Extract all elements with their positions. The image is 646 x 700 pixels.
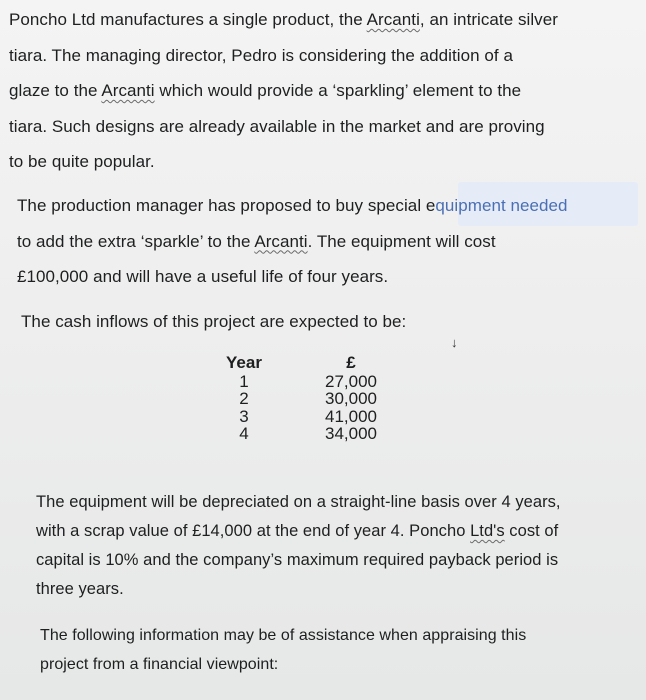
cash-intro-text: The cash inflows of this project are expected to be: <box>21 312 407 331</box>
text-segment: , an intricate silver <box>419 10 558 29</box>
depreciation-line-1: The equipment will be depreciated on a straight-line basis over 4 years, <box>36 493 561 511</box>
intro-line-5: to be quite popular. <box>9 152 155 171</box>
text-segment: to add the extra ‘sparkle’ to the <box>17 231 255 251</box>
year-cell: 4 <box>239 424 249 443</box>
proposal-line-2 <box>17 224 568 260</box>
year-cell: 2 <box>239 389 249 408</box>
proposal-line-3: £100,000 and will have a useful life of four years. <box>17 267 389 286</box>
selected-text: quipment needed <box>435 196 568 215</box>
amount-cell: 27,000 <box>325 371 377 391</box>
text-segment: which would provide a ‘sparkling’ element to the <box>154 81 522 100</box>
proposal-paragraph <box>17 188 568 295</box>
amount-cell: 34,000 <box>325 424 377 443</box>
product-name-arcanti: Arcanti <box>254 231 308 251</box>
assistance-line-2: project from a financial viewpoint: <box>40 656 279 673</box>
text-segment: glaze to the <box>9 81 102 100</box>
text-segment: The production manager has proposed to buy special e <box>17 196 436 215</box>
intro-line-2: tiara. The managing director, Pedro is considering the addition of a <box>9 45 513 65</box>
down-arrow-icon: ↓ <box>451 335 458 350</box>
depreciation-line-2 <box>36 517 561 546</box>
intro-line-4: tiara. Such designs are already available in the market and are proving <box>9 116 545 136</box>
text-segment: . The equipment will cost <box>307 231 496 251</box>
text-segment: cost of <box>504 522 559 540</box>
amount-cell: 41,000 <box>325 406 377 426</box>
assistance-paragraph <box>40 621 526 679</box>
amount-header: £ <box>346 353 356 372</box>
depreciation-paragraph <box>36 488 561 604</box>
assistance-line-1: The following information may be of assistance when appraising this <box>40 627 527 644</box>
year-column <box>222 354 266 443</box>
product-name-arcanti: Arcanti <box>366 10 420 29</box>
text-segment: with a scrap value of £14,000 at the end of year 4. Poncho <box>36 522 471 540</box>
proposal-line-1 <box>17 188 568 224</box>
intro-line-1 <box>9 2 558 38</box>
year-cell: 3 <box>239 406 249 426</box>
year-header: Year <box>226 353 262 372</box>
amount-column <box>322 354 380 443</box>
depreciation-line-4: three years. <box>36 580 124 598</box>
text-segment: Poncho Ltd manufactures a single product, the <box>9 10 367 29</box>
intro-paragraph <box>9 2 558 180</box>
year-cell: 1 <box>239 371 249 391</box>
product-name-arcanti: Arcanti <box>101 81 155 100</box>
depreciation-line-3: capital is 10% and the company’s maximum required payback period is <box>36 551 559 569</box>
amount-cell: 30,000 <box>325 389 377 408</box>
company-name-ltds: Ltd's <box>470 522 505 540</box>
intro-line-3 <box>9 73 558 109</box>
